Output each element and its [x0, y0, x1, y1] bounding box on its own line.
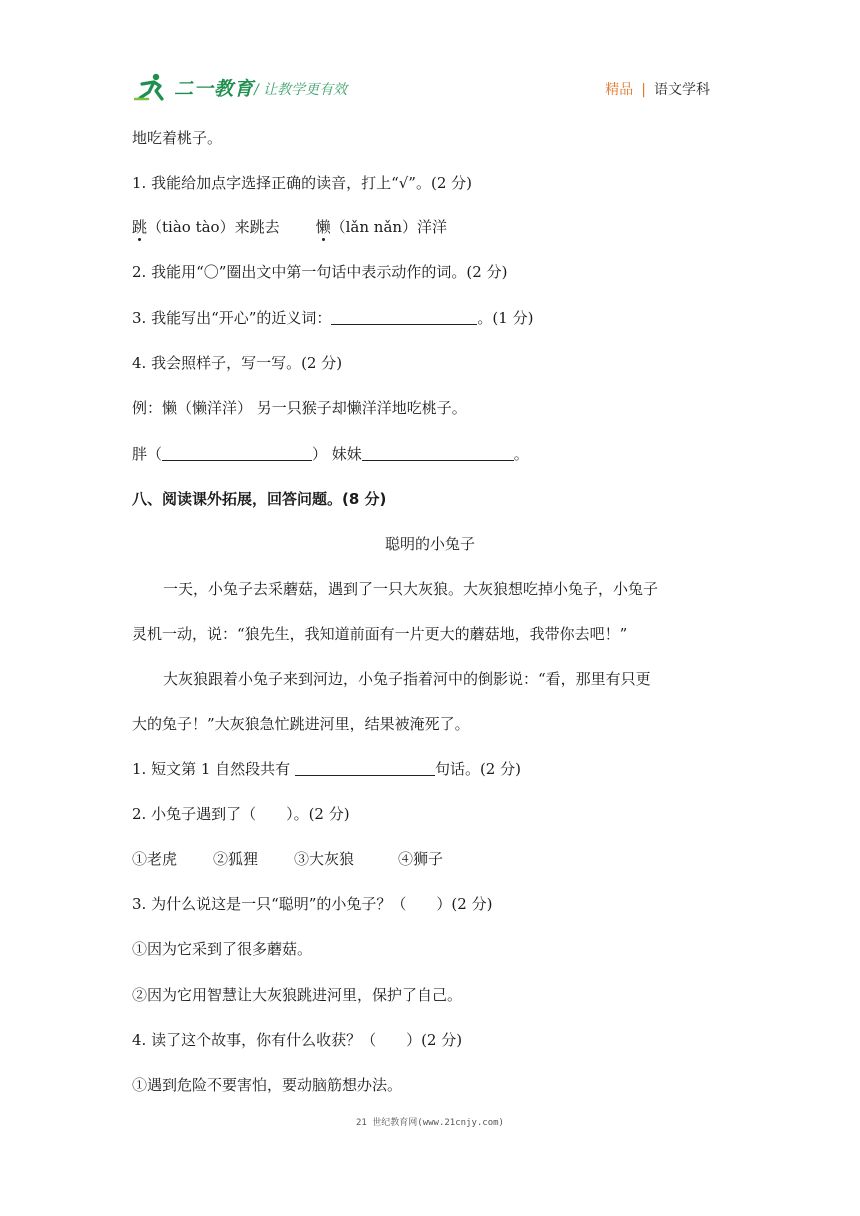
- brand-name: 二一教育: [174, 77, 255, 100]
- option[interactable]: ①遇到危险不要害怕，要动脑筋想办法。: [132, 1076, 403, 1094]
- answer-blank[interactable]: [362, 444, 514, 461]
- question-3-score: 。(1 分): [477, 309, 534, 327]
- brand-slogan: / 让教学更有效: [254, 82, 348, 98]
- answer-middle: ） 妹妹: [312, 445, 362, 463]
- answer-blank[interactable]: [331, 308, 477, 325]
- subject-label: 语文学科: [654, 82, 710, 98]
- question-3: [132, 307, 533, 329]
- header-separator: |: [641, 82, 646, 98]
- answer-blank[interactable]: [162, 444, 312, 461]
- question-1: 1. 我能给加点字选择正确的读音，打上“√”。(2 分): [132, 174, 472, 192]
- story-paragraph: 大的兔子！”大灰狼急忙跳进河里，结果被淹死了。: [132, 715, 470, 733]
- header-right: [605, 79, 710, 99]
- story-question-1: [132, 758, 521, 780]
- question-text: 1. 短文第 1 自然段共有: [132, 760, 295, 778]
- story-question-4: 4. 读了这个故事，你有什么收获？（ ）(2 分): [132, 1031, 463, 1049]
- question-3-text: 3. 我能写出“开心”的近义词：: [132, 309, 332, 327]
- story-question-3: 3. 为什么说这是一只“聪明”的小兔子？（ ）(2 分): [132, 895, 493, 913]
- question-4-answer: [132, 443, 529, 465]
- text-line: 地吃着桃子。: [132, 129, 223, 147]
- option[interactable]: ②狐狸: [213, 850, 259, 868]
- option[interactable]: ①老虎: [132, 850, 178, 868]
- story-paragraph: 灵机一动，说：“狼先生，我知道前面有一片更大的蘑菇地，我带你去吧！”: [132, 625, 628, 643]
- story-question-2-options: [132, 848, 443, 870]
- dotted-char: 懒: [315, 218, 331, 236]
- question-1-options: [132, 216, 447, 238]
- option[interactable]: ①因为它采到了很多蘑菇。: [132, 940, 313, 958]
- story-question-2: 2. 小兔子遇到了（ ）。(2 分): [132, 805, 350, 823]
- option[interactable]: ④狮子: [398, 850, 444, 868]
- question-4: 4. 我会照样子，写一写。(2 分): [132, 354, 343, 372]
- option[interactable]: ②因为它用智慧让大灰狼跳进河里，保护了自己。: [132, 986, 463, 1004]
- option[interactable]: ③大灰狼: [294, 850, 355, 868]
- story-paragraph: 一天，小兔子去采蘑菇，遇到了一只大灰狼。大灰狼想吃掉小兔子，小兔子: [163, 580, 659, 598]
- dotted-char: 跳: [132, 218, 148, 236]
- question-2: 2. 我能用“〇”圈出文中第一句话中表示动作的词。(2 分): [132, 263, 508, 281]
- answer-blank[interactable]: [295, 759, 435, 776]
- answer-end: 。: [513, 445, 529, 463]
- brand-logo: [134, 72, 254, 102]
- story-paragraph: 大灰狼跟着小兔子来到河边，小兔子指着河中的倒影说：“看，那里有只更: [163, 670, 651, 688]
- pinyin-option: （lǎn nǎn）洋洋: [330, 218, 448, 236]
- quality-tag: 精品: [605, 82, 634, 98]
- pinyin-option: （tiào tào）来跳去: [147, 218, 280, 236]
- section-heading: 八、阅读课外拓展，回答问题。(8 分): [132, 490, 387, 508]
- example-line: 例：懒（懒洋洋） 另一只猴子却懒洋洋地吃桃子。: [132, 399, 467, 417]
- running-figure-icon: [134, 72, 170, 102]
- story-title: 聪明的小兔子: [384, 535, 475, 553]
- page-footer: 21 世纪教育网(www.21cnjy.com): [356, 1118, 504, 1128]
- page-header: [0, 0, 860, 110]
- answer-prefix: 胖（: [132, 445, 163, 463]
- question-score: 句话。(2 分): [434, 760, 521, 778]
